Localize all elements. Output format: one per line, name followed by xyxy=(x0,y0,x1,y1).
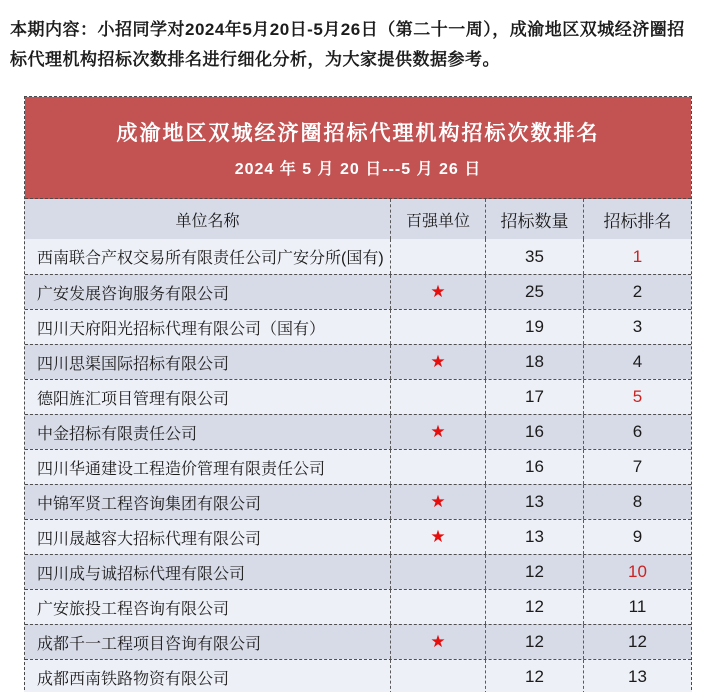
table-row xyxy=(25,624,691,659)
top100-empty-cell xyxy=(390,590,485,624)
bid-count-cell: 13 xyxy=(485,485,583,519)
top100-empty-cell xyxy=(390,310,485,344)
company-name-cell: 中金招标有限责任公司 xyxy=(37,425,198,443)
company-name-cell: 四川思渠国际招标有限公司 xyxy=(37,355,230,373)
bid-rank-cell: 13 xyxy=(583,660,691,692)
table-row xyxy=(25,274,691,309)
bid-rank-cell: 4 xyxy=(583,345,691,379)
company-name-cell: 四川天府阳光招标代理有限公司（国有） xyxy=(37,320,326,338)
bid-count-cell: 35 xyxy=(485,239,583,274)
top100-cell xyxy=(390,625,485,659)
company-name-cell: 中锦军贤工程咨询集团有限公司 xyxy=(37,495,262,513)
bid-rank-cell: 6 xyxy=(583,415,691,449)
table-row xyxy=(25,659,691,692)
bid-count-cell: 13 xyxy=(485,520,583,554)
company-name-cell: 四川华通建设工程造价管理有限责任公司 xyxy=(37,460,326,478)
company-name-cell: 成都千一工程项目咨询有限公司 xyxy=(37,635,262,653)
column-header-count: 招标数量 xyxy=(485,199,583,239)
table-title-banner xyxy=(25,97,691,199)
table-row xyxy=(25,589,691,624)
top100-cell xyxy=(390,275,485,309)
table-title: 成渝地区双城经济圈招标代理机构招标次数排名 xyxy=(116,121,600,145)
top100-cell xyxy=(390,345,485,379)
bid-rank-cell: 5 xyxy=(583,380,691,414)
column-header-rank: 招标排名 xyxy=(583,199,691,239)
bid-rank-cell: 11 xyxy=(583,590,691,624)
table-row xyxy=(25,519,691,554)
table-row xyxy=(25,449,691,484)
bid-count-cell: 17 xyxy=(485,380,583,414)
top100-empty-cell xyxy=(390,380,485,414)
bid-count-cell: 12 xyxy=(485,625,583,659)
top100-empty-cell xyxy=(390,660,485,692)
star-icon: ★ xyxy=(430,492,446,511)
star-icon: ★ xyxy=(430,422,446,441)
table-body xyxy=(25,239,691,692)
bid-rank-cell: 10 xyxy=(583,555,691,589)
bid-count-cell: 18 xyxy=(485,345,583,379)
top100-empty-cell xyxy=(390,555,485,589)
bid-count-cell: 12 xyxy=(485,590,583,624)
bid-count-cell: 19 xyxy=(485,310,583,344)
bid-rank-cell: 7 xyxy=(583,450,691,484)
bid-count-cell: 25 xyxy=(485,275,583,309)
company-name-cell: 四川晟越容大招标代理有限公司 xyxy=(37,530,262,548)
table-row xyxy=(25,484,691,519)
bid-rank-cell: 8 xyxy=(583,485,691,519)
table-row xyxy=(25,239,691,274)
intro-paragraph: 本期内容：小招同学对2024年5月20日-5月26日（第二十一周），成渝地区双城经济圈招标代理机构招标次数排名进行细化分析，为大家提供数据参考。 xyxy=(10,20,685,69)
column-header-company: 单位名称 xyxy=(175,212,240,230)
table-row xyxy=(25,309,691,344)
top100-cell xyxy=(390,520,485,554)
table-row xyxy=(25,344,691,379)
bid-rank-cell: 9 xyxy=(583,520,691,554)
bid-rank-cell: 12 xyxy=(583,625,691,659)
top100-empty-cell xyxy=(390,450,485,484)
bid-rank-cell: 2 xyxy=(583,275,691,309)
company-name-cell: 德阳旌汇项目管理有限公司 xyxy=(37,390,230,408)
bid-rank-cell: 1 xyxy=(583,239,691,274)
company-name-cell: 广安旅投工程咨询有限公司 xyxy=(37,600,230,618)
ranking-table xyxy=(24,96,692,692)
top100-cell xyxy=(390,415,485,449)
top100-cell xyxy=(390,485,485,519)
star-icon: ★ xyxy=(430,527,446,546)
column-header-top100: 百强单位 xyxy=(390,199,485,239)
star-icon: ★ xyxy=(430,352,446,371)
table-row xyxy=(25,554,691,589)
company-name-cell: 四川成与诚招标代理有限公司 xyxy=(37,565,246,583)
company-name-cell: 成都西南铁路物资有限公司 xyxy=(37,670,230,688)
bid-count-cell: 12 xyxy=(485,660,583,692)
bid-rank-cell: 3 xyxy=(583,310,691,344)
bid-count-cell: 16 xyxy=(485,450,583,484)
company-name-cell: 广安发展咨询服务有限公司 xyxy=(37,285,230,303)
table-row xyxy=(25,414,691,449)
top100-empty-cell xyxy=(390,239,485,274)
star-icon: ★ xyxy=(430,632,446,651)
table-row xyxy=(25,379,691,414)
star-icon: ★ xyxy=(430,282,446,301)
column-header-row xyxy=(25,199,691,239)
table-subtitle: 2024 年 5 月 20 日---5 月 26 日 xyxy=(234,160,482,178)
bid-count-cell: 16 xyxy=(485,415,583,449)
company-name-cell: 西南联合产权交易所有限责任公司广安分所(国有) xyxy=(37,250,384,267)
bid-count-cell: 12 xyxy=(485,555,583,589)
